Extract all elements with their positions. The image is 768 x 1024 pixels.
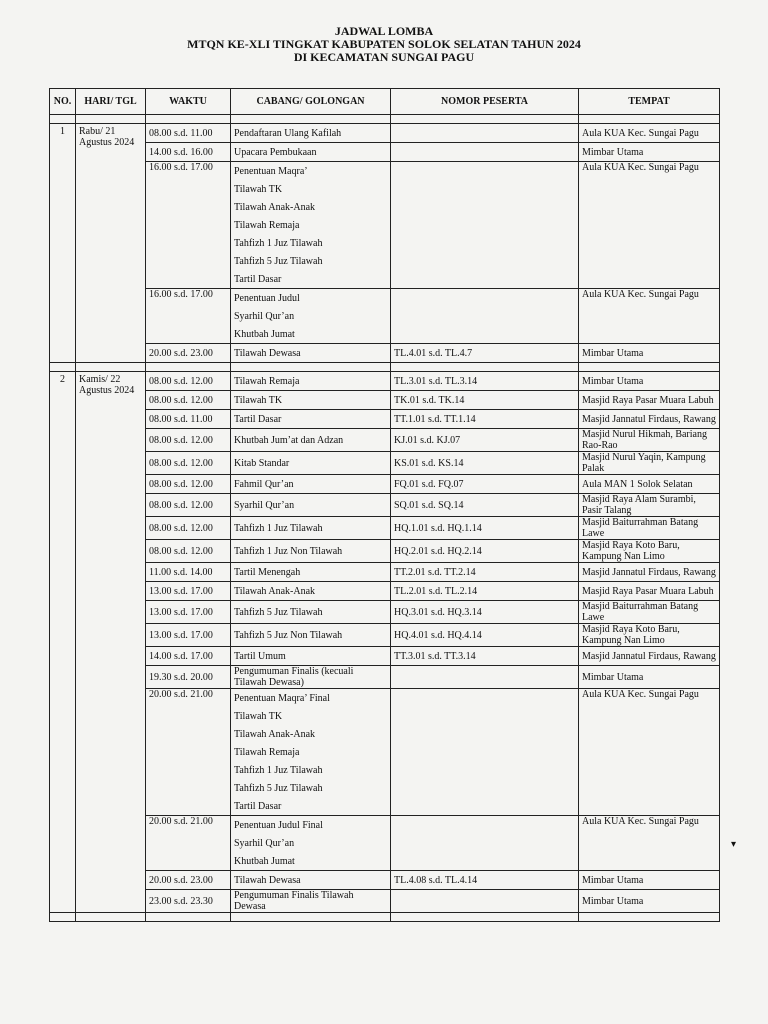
event-cell: Tahfizh 1 Juz Tilawah <box>231 234 391 252</box>
time-cell: 20.00 s.d. 23.00 <box>146 344 231 363</box>
venue-cell: Masjid Baiturrahman Batang Lawe <box>579 601 720 624</box>
table-row <box>50 666 720 689</box>
participant-number-cell: HQ.3.01 s.d. HQ.3.14 <box>391 601 579 624</box>
col-header-day: HARI/ TGL <box>76 89 146 115</box>
col-header-event: CABANG/ GOLONGAN <box>231 89 391 115</box>
event-cell: Tilawah TK <box>231 707 391 725</box>
time-cell: 08.00 s.d. 12.00 <box>146 540 231 563</box>
time-cell: 08.00 s.d. 12.00 <box>146 517 231 540</box>
time-cell: 08.00 s.d. 11.00 <box>146 124 231 143</box>
table-row <box>50 344 720 363</box>
time-cell: 20.00 s.d. 21.00 <box>146 689 231 816</box>
time-cell: 14.00 s.d. 17.00 <box>146 647 231 666</box>
spacer-cell <box>50 913 76 922</box>
table-row <box>50 689 720 708</box>
spacer-cell <box>579 115 720 124</box>
participant-number-cell <box>391 289 579 344</box>
document-subtitle: MTQN KE-XLI TINGKAT KABUPATEN SOLOK SELATAN TAHUN 2024 <box>187 37 581 51</box>
event-cell: Tartil Umum <box>231 647 391 666</box>
spacer-row <box>50 913 720 922</box>
venue-cell: Masjid Raya Koto Baru, Kampung Nan Limo <box>579 540 720 563</box>
time-cell: 16.00 s.d. 17.00 <box>146 162 231 289</box>
event-cell: Khutbah Jumat <box>231 852 391 871</box>
spacer-cell <box>391 363 579 372</box>
day-date: Kamis/ 22 Agustus 2024 <box>76 372 146 913</box>
participant-number-cell: KJ.01 s.d. KJ.07 <box>391 429 579 452</box>
spacer-cell <box>231 913 391 922</box>
time-cell: 14.00 s.d. 16.00 <box>146 143 231 162</box>
participant-number-cell: TT.1.01 s.d. TT.1.14 <box>391 410 579 429</box>
event-cell: Tahfizh 1 Juz Tilawah <box>231 761 391 779</box>
spacer-cell <box>146 115 231 124</box>
spacer-cell <box>50 363 76 372</box>
spacer-cell <box>231 363 391 372</box>
event-cell: Penentuan Judul <box>231 289 391 308</box>
table-row <box>50 372 720 391</box>
event-cell: Tartil Dasar <box>231 410 391 429</box>
venue-cell: Aula KUA Kec. Sungai Pagu <box>579 689 720 816</box>
event-cell: Upacara Pembukaan <box>231 143 391 162</box>
event-cell: Pendaftaran Ulang Kafilah <box>231 124 391 143</box>
col-header-time: WAKTU <box>146 89 231 115</box>
spacer-cell <box>76 913 146 922</box>
spacer-cell <box>76 115 146 124</box>
time-cell: 08.00 s.d. 12.00 <box>146 372 231 391</box>
day-number: 1 <box>50 124 76 363</box>
venue-cell: Masjid Raya Pasar Muara Labuh <box>579 391 720 410</box>
event-cell: Penentuan Maqra’ Final <box>231 689 391 708</box>
spacer-cell <box>391 115 579 124</box>
time-cell: 20.00 s.d. 23.00 <box>146 871 231 890</box>
event-cell: Penentuan Judul Final <box>231 816 391 835</box>
venue-cell: Aula KUA Kec. Sungai Pagu <box>579 162 720 289</box>
venue-cell: Aula KUA Kec. Sungai Pagu <box>579 289 720 344</box>
participant-number-cell: TL.4.01 s.d. TL.4.7 <box>391 344 579 363</box>
time-cell: 23.00 s.d. 23.30 <box>146 890 231 913</box>
event-cell: Tilawah Anak-Anak <box>231 725 391 743</box>
event-cell: Tilawah Dewasa <box>231 871 391 890</box>
event-cell: Tahfizh 5 Juz Tilawah <box>231 601 391 624</box>
spacer-cell <box>50 115 76 124</box>
event-cell: Pengumuman Finalis (kecuali Tilawah Dewasa) <box>231 666 391 689</box>
venue-cell: Masjid Raya Alam Surambi, Pasir Talang <box>579 494 720 517</box>
time-cell: 08.00 s.d. 12.00 <box>146 391 231 410</box>
event-cell: Tahfizh 5 Juz Tilawah <box>231 779 391 797</box>
time-cell: 19.30 s.d. 20.00 <box>146 666 231 689</box>
event-cell: Tahfizh 1 Juz Tilawah <box>231 517 391 540</box>
day-number: 2 <box>50 372 76 913</box>
event-cell: Tartil Menengah <box>231 563 391 582</box>
time-cell: 08.00 s.d. 11.00 <box>146 410 231 429</box>
event-cell: Tilawah TK <box>231 180 391 198</box>
schedule-body <box>50 115 720 922</box>
event-cell: Tilawah TK <box>231 391 391 410</box>
participant-number-cell: TL.2.01 s.d. TL.2.14 <box>391 582 579 601</box>
venue-cell: Mimbar Utama <box>579 143 720 162</box>
event-cell: Kitab Standar <box>231 452 391 475</box>
time-cell: 16.00 s.d. 17.00 <box>146 289 231 344</box>
table-header-row <box>50 89 720 115</box>
venue-cell: Masjid Raya Pasar Muara Labuh <box>579 582 720 601</box>
event-cell: Tilawah Remaja <box>231 216 391 234</box>
spacer-cell <box>579 363 720 372</box>
participant-number-cell: TL.3.01 s.d. TL.3.14 <box>391 372 579 391</box>
participant-number-cell: TT.2.01 s.d. TT.2.14 <box>391 563 579 582</box>
venue-cell: Aula KUA Kec. Sungai Pagu <box>579 124 720 143</box>
table-row <box>50 391 720 410</box>
participant-number-cell <box>391 666 579 689</box>
time-cell: 08.00 s.d. 12.00 <box>146 452 231 475</box>
document-location: DI KECAMATAN SUNGAI PAGU <box>293 50 475 64</box>
venue-cell: Mimbar Utama <box>579 344 720 363</box>
col-header-place: TEMPAT <box>579 89 720 115</box>
table-row <box>50 452 720 475</box>
event-cell: Khutbah Jum’at dan Adzan <box>231 429 391 452</box>
time-cell: 13.00 s.d. 17.00 <box>146 601 231 624</box>
document-title: JADWAL LOMBA <box>334 24 434 38</box>
table-row <box>50 517 720 540</box>
event-cell: Tilawah Remaja <box>231 743 391 761</box>
event-cell: Tilawah Anak-Anak <box>231 582 391 601</box>
event-cell: Tartil Dasar <box>231 797 391 816</box>
table-row <box>50 540 720 563</box>
table-row <box>50 890 720 913</box>
event-cell: Khutbah Jumat <box>231 325 391 344</box>
table-row <box>50 410 720 429</box>
venue-cell: Masjid Baiturrahman Batang Lawe <box>579 517 720 540</box>
venue-cell: Masjid Jannatul Firdaus, Rawang <box>579 563 720 582</box>
participant-number-cell: SQ.01 s.d. SQ.14 <box>391 494 579 517</box>
time-cell: 08.00 s.d. 12.00 <box>146 475 231 494</box>
venue-cell: Aula MAN 1 Solok Selatan <box>579 475 720 494</box>
participant-number-cell <box>391 816 579 871</box>
table-row <box>50 494 720 517</box>
event-cell: Fahmil Qur’an <box>231 475 391 494</box>
table-row <box>50 563 720 582</box>
schedule-table <box>49 88 720 922</box>
event-cell: Syarhil Qur’an <box>231 834 391 852</box>
venue-cell: Mimbar Utama <box>579 871 720 890</box>
participant-number-cell <box>391 162 579 289</box>
event-cell: Tahfizh 5 Juz Non Tilawah <box>231 624 391 647</box>
table-row <box>50 124 720 143</box>
spacer-cell <box>146 913 231 922</box>
venue-cell: Masjid Nurul Yaqin, Kampung Palak <box>579 452 720 475</box>
spacer-cell <box>391 913 579 922</box>
time-cell: 20.00 s.d. 21.00 <box>146 816 231 871</box>
event-cell: Syarhil Qur’an <box>231 307 391 325</box>
table-row <box>50 143 720 162</box>
participant-number-cell: TT.3.01 s.d. TT.3.14 <box>391 647 579 666</box>
spacer-cell <box>231 115 391 124</box>
spacer-row <box>50 363 720 372</box>
participant-number-cell: FQ.01 s.d. FQ.07 <box>391 475 579 494</box>
event-cell: Tahfizh 5 Juz Tilawah <box>231 252 391 270</box>
venue-cell: Mimbar Utama <box>579 666 720 689</box>
table-row <box>50 289 720 308</box>
venue-cell: Masjid Nurul Hikmah, Bariang Rao-Rao <box>579 429 720 452</box>
venue-cell: Mimbar Utama <box>579 372 720 391</box>
participant-number-cell: HQ.1.01 s.d. HQ.1.14 <box>391 517 579 540</box>
participant-number-cell <box>391 689 579 816</box>
event-cell: Tilawah Anak-Anak <box>231 198 391 216</box>
table-row <box>50 162 720 181</box>
venue-cell: Masjid Raya Koto Baru, Kampung Nan Limo <box>579 624 720 647</box>
venue-cell: Masjid Jannatul Firdaus, Rawang <box>579 410 720 429</box>
time-cell: 08.00 s.d. 12.00 <box>146 494 231 517</box>
time-cell: 13.00 s.d. 17.00 <box>146 624 231 647</box>
participant-number-cell: HQ.2.01 s.d. HQ.2.14 <box>391 540 579 563</box>
spacer-row <box>50 115 720 124</box>
event-cell: Syarhil Qur’an <box>231 494 391 517</box>
venue-cell: Masjid Jannatul Firdaus, Rawang <box>579 647 720 666</box>
day-date: Rabu/ 21 Agustus 2024 <box>76 124 146 363</box>
event-cell: Tartil Dasar <box>231 270 391 289</box>
table-row <box>50 601 720 624</box>
table-row <box>50 624 720 647</box>
table-row <box>50 429 720 452</box>
event-cell: Tahfizh 1 Juz Non Tilawah <box>231 540 391 563</box>
venue-cell: Mimbar Utama <box>579 890 720 913</box>
time-cell: 11.00 s.d. 14.00 <box>146 563 231 582</box>
spacer-cell <box>76 363 146 372</box>
table-row <box>50 871 720 890</box>
time-cell: 13.00 s.d. 17.00 <box>146 582 231 601</box>
time-cell: 08.00 s.d. 12.00 <box>146 429 231 452</box>
participant-number-cell: TL.4.08 s.d. TL.4.14 <box>391 871 579 890</box>
participant-number-cell: TK.01 s.d. TK.14 <box>391 391 579 410</box>
table-row <box>50 816 720 835</box>
participant-number-cell <box>391 890 579 913</box>
table-row <box>50 582 720 601</box>
spacer-cell <box>579 913 720 922</box>
participant-number-cell <box>391 124 579 143</box>
event-cell: Tilawah Dewasa <box>231 344 391 363</box>
event-cell: Penentuan Maqra’ <box>231 162 391 181</box>
spacer-cell <box>146 363 231 372</box>
venue-cell: Aula KUA Kec. Sungai Pagu <box>579 816 720 871</box>
event-cell: Tilawah Remaja <box>231 372 391 391</box>
participant-number-cell <box>391 143 579 162</box>
participant-number-cell: HQ.4.01 s.d. HQ.4.14 <box>391 624 579 647</box>
table-row <box>50 475 720 494</box>
col-header-number: NOMOR PESERTA <box>391 89 579 115</box>
event-cell: Pengumuman Finalis Tilawah Dewasa <box>231 890 391 913</box>
participant-number-cell: KS.01 s.d. KS.14 <box>391 452 579 475</box>
col-header-no: NO. <box>50 89 76 115</box>
table-row <box>50 647 720 666</box>
scan-mark: ▾ <box>731 839 737 850</box>
